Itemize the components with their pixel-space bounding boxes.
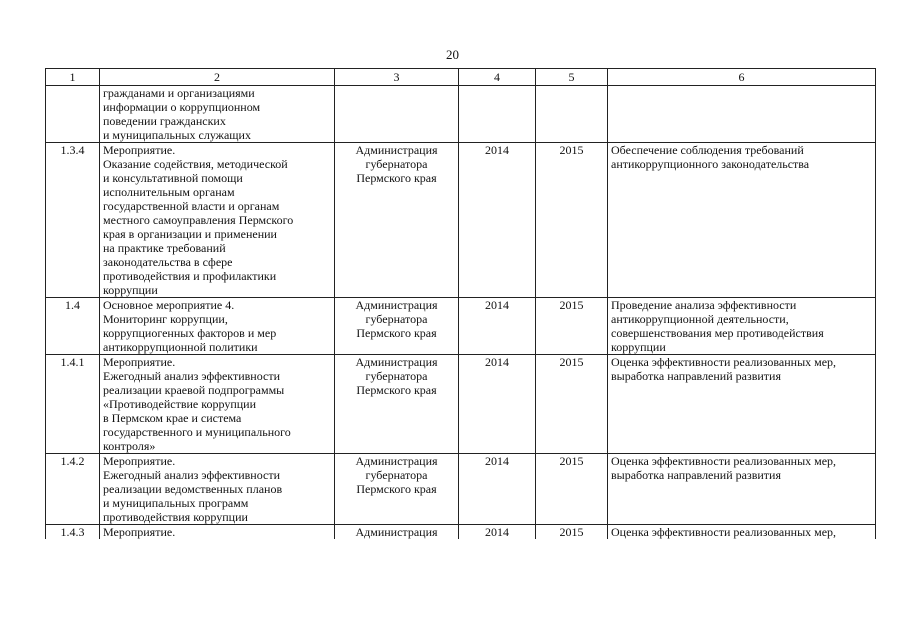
executor-text-line: губернатора: [365, 312, 428, 326]
measure-text-line: местного самоуправления Пермского: [103, 213, 294, 227]
measure-text-line: и муниципальных программ: [103, 496, 249, 510]
executor-text-line: Пермского края: [356, 326, 437, 340]
measure-text-line: коррупции: [103, 283, 158, 297]
measure-text-line: реализации краевой подпрограммы: [103, 383, 285, 397]
result-cell: [608, 355, 876, 454]
end-year-cell: 2015: [536, 143, 608, 298]
measure-text-line: в Пермском крае и система: [103, 411, 242, 425]
measure-text-line: противодействия и профилактики: [103, 269, 277, 283]
start-year-cell: 2014: [459, 143, 536, 298]
result-text-line: антикоррупционного законодательства: [611, 157, 810, 171]
measure-cell: [100, 355, 335, 454]
start-year-cell: 2014: [459, 454, 536, 525]
result-text-line: Обеспечение соблюдения требований: [611, 143, 804, 157]
measure-text-line: Основное мероприятие 4.: [103, 298, 235, 312]
executor-text-line: Пермского края: [356, 482, 437, 496]
measure-cell: [100, 143, 335, 298]
item-number-cell: 1.4.2: [46, 454, 100, 525]
result-text-line: Оценка эффективности реализованных мер,: [611, 355, 837, 369]
item-number-cell: [46, 86, 100, 143]
measure-text-line: Ежегодный анализ эффективности: [103, 369, 281, 383]
result-cell: [608, 298, 876, 355]
page-number: 20: [446, 47, 459, 62]
executor-cell: [335, 454, 459, 525]
column-header: 6: [608, 69, 876, 86]
result-cell: [608, 454, 876, 525]
executor-cell: [335, 525, 459, 540]
item-number-cell: 1.4.3: [46, 525, 100, 540]
executor-text-line: Пермского края: [356, 171, 437, 185]
measure-text-line: на практике требований: [103, 241, 226, 255]
executor-cell: [335, 143, 459, 298]
table-row: [46, 525, 876, 540]
executor-text-line: Администрация: [355, 298, 438, 312]
result-text-line: Проведение анализа эффективности: [611, 298, 797, 312]
executor-text-line: Администрация: [355, 355, 438, 369]
measure-cell: [100, 298, 335, 355]
column-header: 3: [335, 69, 459, 86]
result-cell: [608, 143, 876, 298]
executor-text-line: губернатора: [365, 157, 428, 171]
measure-text-line: исполнительным органам: [103, 185, 235, 199]
measure-text-line: Оказание содействия, методической: [103, 157, 288, 171]
result-text-line: выработка направлений развития: [611, 369, 781, 383]
column-header: 1: [46, 69, 100, 86]
table-header-row: [46, 69, 876, 86]
measure-cell: [100, 454, 335, 525]
executor-text-line: губернатора: [365, 468, 428, 482]
measure-text-line: Мероприятие.: [103, 454, 176, 468]
executor-text-line: Администрация: [355, 454, 438, 468]
measure-text-line: Ежегодный анализ эффективности: [103, 468, 281, 482]
table-row: [46, 355, 876, 454]
measure-text-line: антикоррупционной политики: [103, 340, 258, 354]
end-year-cell: 2015: [536, 355, 608, 454]
result-text-line: совершенствования мер противодействия: [611, 326, 824, 340]
executor-text-line: Пермского края: [356, 383, 437, 397]
measure-text-line: края в организации и применении: [103, 227, 277, 241]
measure-cell: [100, 525, 335, 540]
executor-cell: [335, 355, 459, 454]
measure-text-line: и консультативной помощи: [103, 171, 243, 185]
end-year-cell: 2015: [536, 525, 608, 540]
table-row: [46, 86, 876, 143]
measure-text-line: информации о коррупционном: [103, 100, 261, 114]
result-text-line: выработка направлений развития: [611, 468, 781, 482]
measure-text-line: Мероприятие.: [103, 355, 176, 369]
item-number-cell: 1.3.4: [46, 143, 100, 298]
measure-text-line: государственной власти и органам: [103, 199, 280, 213]
measure-text-line: коррупциогенных факторов и мер: [103, 326, 277, 340]
measure-text-line: противодействия коррупции: [103, 510, 248, 524]
measure-text-line: гражданами и организациями: [103, 86, 255, 100]
measure-text-line: и муниципальных служащих: [103, 128, 251, 142]
result-text-line: Оценка эффективности реализованных мер,: [611, 525, 837, 539]
measure-text-line: контроля»: [103, 439, 156, 453]
column-header: 2: [100, 69, 335, 86]
end-year-cell: 2015: [536, 298, 608, 355]
executor-text-line: губернатора: [365, 369, 428, 383]
end-year-cell: [536, 86, 608, 143]
column-header: 4: [459, 69, 536, 86]
measure-text-line: законодательства в сфере: [103, 255, 233, 269]
executor-cell: [335, 86, 459, 143]
start-year-cell: 2014: [459, 298, 536, 355]
measures-table: [45, 68, 876, 539]
measure-text-line: государственного и муниципального: [103, 425, 291, 439]
column-header: 5: [536, 69, 608, 86]
result-cell: [608, 86, 876, 143]
measure-text-line: «Противодействие коррупции: [103, 397, 256, 411]
result-text-line: Оценка эффективности реализованных мер,: [611, 454, 837, 468]
start-year-cell: 2014: [459, 355, 536, 454]
item-number-cell: 1.4: [46, 298, 100, 355]
measure-text-line: реализации ведомственных планов: [103, 482, 283, 496]
measure-text-line: Мероприятие.: [103, 525, 176, 539]
measure-text-line: Мероприятие.: [103, 143, 176, 157]
measure-text-line: поведении гражданских: [103, 114, 226, 128]
executor-cell: [335, 298, 459, 355]
measure-cell: [100, 86, 335, 143]
table-row: [46, 454, 876, 525]
measure-text-line: Мониторинг коррупции,: [103, 312, 228, 326]
end-year-cell: 2015: [536, 454, 608, 525]
start-year-cell: [459, 86, 536, 143]
start-year-cell: 2014: [459, 525, 536, 540]
table-row: [46, 298, 876, 355]
result-text-line: коррупции: [611, 340, 666, 354]
result-text-line: антикоррупционной деятельности,: [611, 312, 789, 326]
item-number-cell: 1.4.1: [46, 355, 100, 454]
executor-text-line: Администрация: [355, 525, 438, 539]
executor-text-line: Администрация: [355, 143, 438, 157]
table-row: [46, 143, 876, 298]
result-cell: [608, 525, 876, 540]
